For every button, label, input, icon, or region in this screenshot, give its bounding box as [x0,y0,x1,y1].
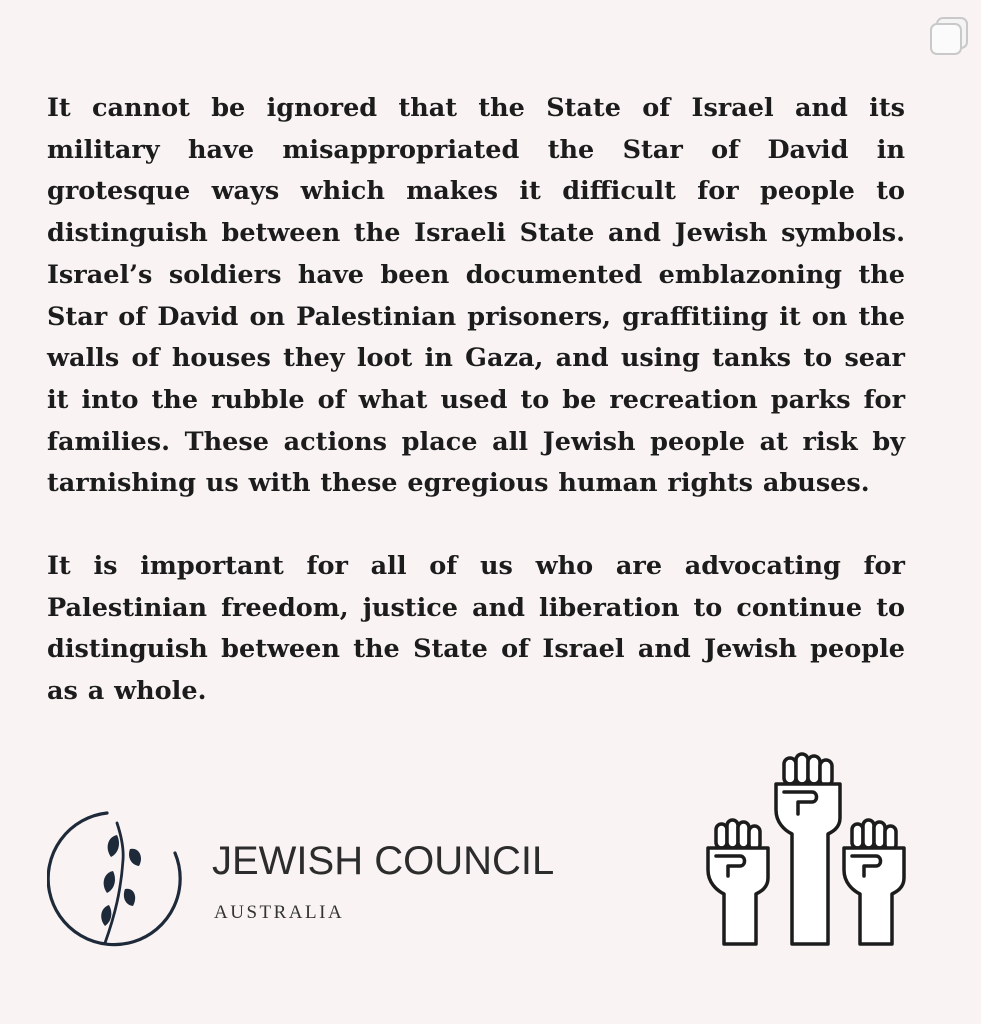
raised-fists-icon [700,748,910,953]
statement-text [47,88,905,713]
paragraph-2: It is important for all of us who are advocating for Palestinian freedom, justice and liberation to continue to distinguish between the State of Israel and Jewish people as a whole. [47,551,905,707]
organization-name: JEWISH COUNCIL [212,839,555,883]
organization-subtitle: AUSTRALIA [214,902,345,923]
paragraph-1: It cannot be ignored that the State of Israel and its military have misappropriated the Star of David in grotesque ways which makes it difficult for people to distinguish between the Israeli State and Jewish symbols. Israel’s soldiers have been documented emblazoning the Star of David on Palestinian prisoners, graffitiing it on the walls of houses they loot in Gaza, and using tanks to sear it into the rubble of what used to be recreation parks for families. These actions place all Jewish people at risk by tarnishing us with these egregious human rights abuses. [47,93,905,499]
olive-branch-circle-logo [47,805,192,950]
multiple-images-icon[interactable] [927,14,971,58]
